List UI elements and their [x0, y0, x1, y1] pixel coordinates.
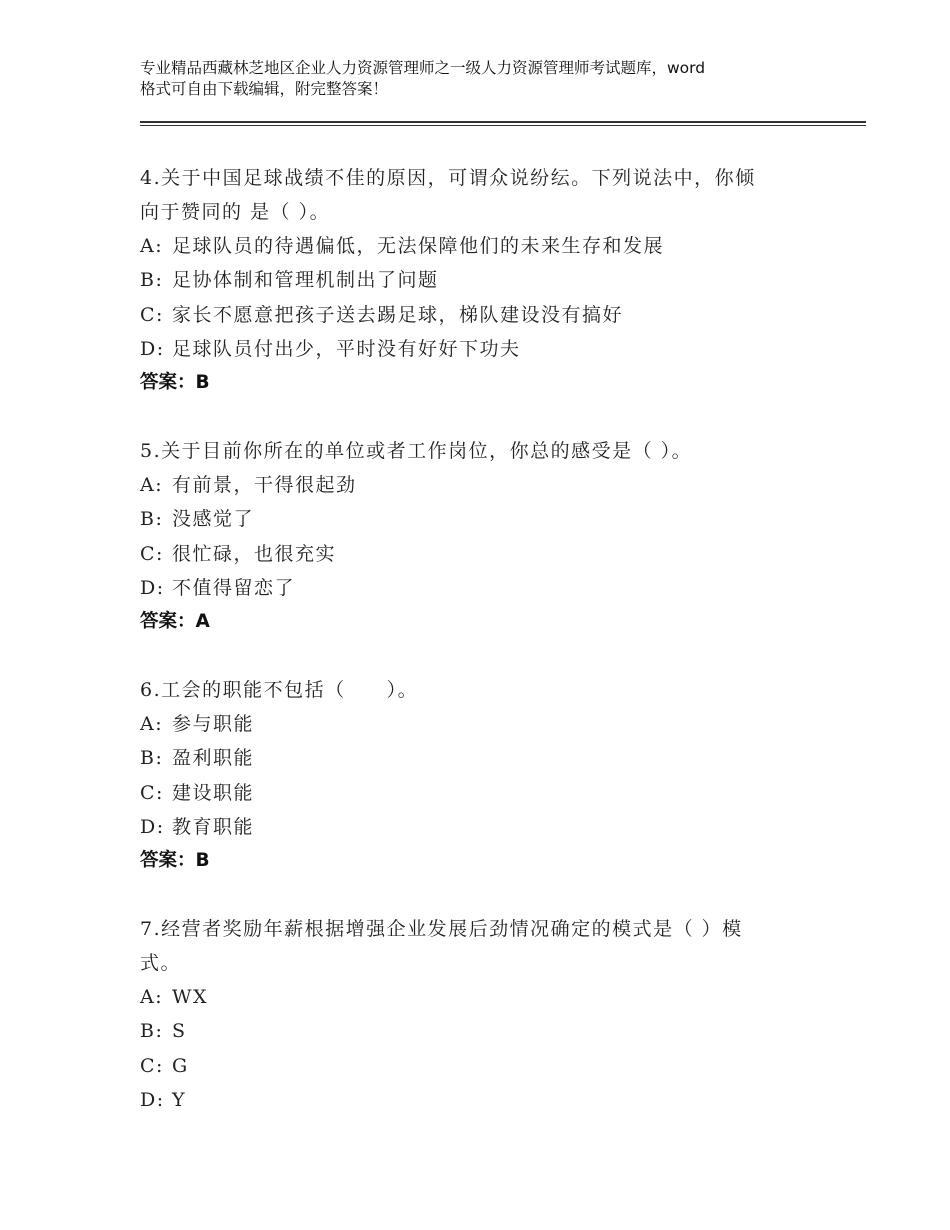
option-letter: C: [140, 781, 164, 804]
option-text: 很忙碌，也很充实 [172, 542, 337, 565]
question-7 [140, 912, 820, 1117]
option-text: G [172, 1054, 189, 1077]
option-letter: D: [140, 576, 165, 599]
answer-label: 答案：A [140, 611, 210, 633]
document-header [140, 58, 840, 100]
option-text: 教育职能 [172, 815, 255, 838]
option-letter: C: [140, 1054, 164, 1077]
option-text: 没感觉了 [172, 508, 255, 531]
option-text: WX [172, 986, 209, 1008]
option-d [140, 1083, 820, 1117]
option-c [140, 298, 820, 332]
option-text: 盈利职能 [172, 747, 255, 770]
option-a [140, 468, 820, 502]
option-text: S [172, 1020, 187, 1043]
question-stem-continued: 向于赞同的 是（ ）。 [140, 201, 331, 223]
option-letter: D: [140, 337, 165, 360]
option-text: Y [172, 1088, 187, 1111]
option-d [140, 332, 820, 366]
option-d [140, 810, 820, 844]
option-letter: D: [140, 815, 165, 838]
header-divider-thick [140, 121, 866, 123]
option-text: 足协体制和管理机制出了问题 [172, 269, 439, 292]
option-text: 有前景，干得很起劲 [172, 474, 357, 496]
option-letter: C: [140, 542, 164, 565]
option-text: 建设职能 [172, 781, 255, 804]
header-line-1: 专业精品西藏林芝地区企业人力资源管理师之一级人力资源管理师考试题库，word [140, 59, 706, 77]
option-text: 不值得留恋了 [172, 576, 296, 599]
option-letter: C: [140, 303, 164, 326]
option-d [140, 571, 820, 605]
question-4 [140, 161, 820, 400]
option-text: 家长不愿意把孩子送去踢足球，梯队建设没有搞好 [172, 303, 624, 326]
option-a [140, 980, 820, 1014]
option-letter: B: [140, 1020, 164, 1043]
option-b [140, 1014, 820, 1048]
option-text: 参与职能 [172, 713, 255, 735]
answer-label: 答案：B [140, 850, 210, 872]
question-stem: 5.关于目前你所在的单位或者工作岗位，你总的感受是（ ）。 [140, 440, 693, 462]
answer-label: 答案：B [140, 372, 210, 394]
option-letter: D: [140, 1088, 165, 1111]
option-letter: A: [140, 986, 164, 1008]
option-b [140, 263, 820, 297]
question-stem: 7.经营者奖励年薪根据增强企业发展后劲情况确定的模式是（ ）模 [140, 918, 743, 940]
option-letter: A: [140, 474, 164, 496]
question-stem: 6.工会的职能不包括（ ）。 [140, 679, 419, 701]
question-5 [140, 434, 820, 639]
question-stem-continued: 式。 [140, 952, 182, 974]
option-text: 足球队员付出少，平时没有好好下功夫 [172, 337, 521, 360]
header-divider-thin [140, 125, 866, 126]
option-b [140, 741, 820, 775]
question-6 [140, 673, 820, 878]
option-letter: A: [140, 235, 164, 257]
option-c [140, 1049, 820, 1083]
option-letter: B: [140, 269, 164, 292]
header-line-2: 格式可自由下载编辑，附完整答案！ [140, 80, 389, 98]
option-text: 足球队员的待遇偏低，无法保障他们的未来生存和发展 [172, 235, 665, 257]
option-letter: A: [140, 713, 164, 735]
option-c [140, 776, 820, 810]
option-b [140, 502, 820, 536]
option-letter: B: [140, 508, 164, 531]
question-stem: 4.关于中国足球战绩不佳的原因，可谓众说纷纭。下列说法中，你倾 [140, 167, 756, 189]
option-letter: B: [140, 747, 164, 770]
option-a [140, 229, 820, 263]
option-c [140, 537, 820, 571]
option-a [140, 707, 820, 741]
